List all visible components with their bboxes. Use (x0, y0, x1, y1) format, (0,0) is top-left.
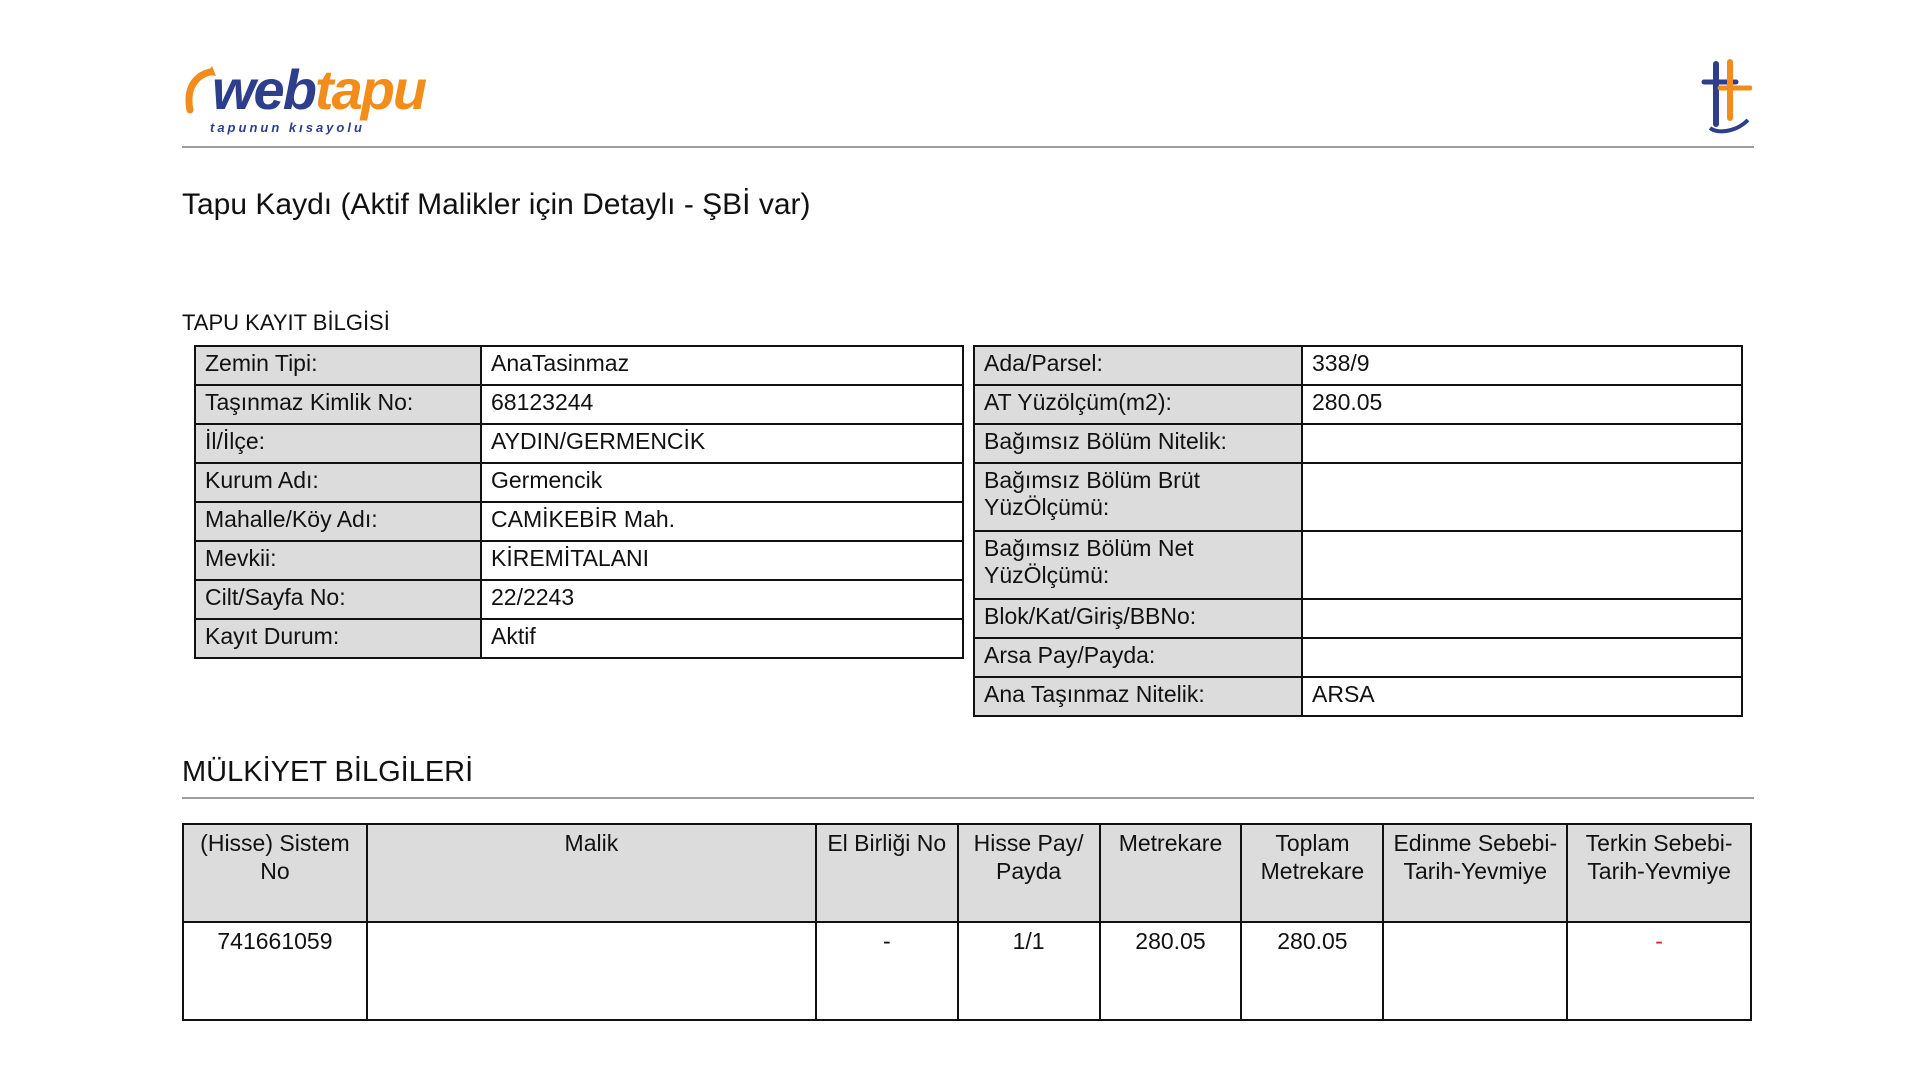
table-row (974, 385, 1742, 424)
table-row (974, 677, 1742, 716)
column-header: Hisse Pay/ Payda (958, 824, 1100, 922)
table-header-row (183, 824, 1751, 922)
field-label: Bağımsız Bölüm Brüt YüzÖlçümü: (974, 463, 1302, 531)
field-label: Cilt/Sayfa No: (195, 580, 481, 619)
table-row (195, 502, 963, 541)
webtapu-logo (182, 60, 442, 140)
table-row (195, 424, 963, 463)
field-label: Blok/Kat/Giriş/BBNo: (974, 599, 1302, 638)
field-label: Zemin Tipi: (195, 346, 481, 385)
field-label: Bağımsız Bölüm Nitelik: (974, 424, 1302, 463)
cell-hisse-pay-payda: 1/1 (958, 922, 1100, 1020)
document-header (182, 52, 1754, 148)
column-header: Edinme Sebebi-Tarih-Yevmiye (1383, 824, 1567, 922)
tkgm-emblem-icon (1696, 58, 1752, 134)
table-row (974, 424, 1742, 463)
field-label: Taşınmaz Kimlik No: (195, 385, 481, 424)
logo-subtitle: tapunun kısayolu (210, 120, 365, 135)
cell-sistem-no: 741661059 (183, 922, 367, 1020)
ownership-table (182, 823, 1752, 1021)
column-header: El Birliği No (816, 824, 958, 922)
field-label: Kurum Adı: (195, 463, 481, 502)
table-row (974, 531, 1742, 599)
field-value: Germencik (481, 463, 963, 502)
column-header: Malik (367, 824, 816, 922)
logo-wordmark (190, 60, 425, 120)
column-header: Toplam Metrekare (1241, 824, 1383, 922)
table-row (974, 463, 1742, 531)
record-info-table-right (973, 345, 1743, 717)
table-row (974, 346, 1742, 385)
table-row (195, 385, 963, 424)
field-label: Mevkii: (195, 541, 481, 580)
cell-el-birligi-no: - (816, 922, 958, 1020)
field-value: 68123244 (481, 385, 963, 424)
field-label: Arsa Pay/Payda: (974, 638, 1302, 677)
field-label: Ana Taşınmaz Nitelik: (974, 677, 1302, 716)
document-title: Tapu Kaydı (Aktif Malikler için Detaylı - ŞBİ var) (182, 188, 811, 221)
field-value: CAMİKEBİR Mah. (481, 502, 963, 541)
ownership-section-title: MÜLKİYET BİLGİLERİ (182, 756, 1754, 799)
field-value: AYDIN/GERMENCİK (481, 424, 963, 463)
field-value: ARSA (1302, 677, 1742, 716)
field-label: İl/İlçe: (195, 424, 481, 463)
field-value: 280.05 (1302, 385, 1742, 424)
field-value: Aktif (481, 619, 963, 658)
record-info-table-left (194, 345, 964, 659)
cell-toplam-metrekare: 280.05 (1241, 922, 1383, 1020)
column-header: (Hisse) Sistem No (183, 824, 367, 922)
logo-web-text: web (212, 58, 315, 121)
field-value (1302, 463, 1742, 531)
table-row (195, 463, 963, 502)
cell-metrekare: 280.05 (1100, 922, 1242, 1020)
field-value: KİREMİTALANI (481, 541, 963, 580)
field-label: AT Yüzölçüm(m2): (974, 385, 1302, 424)
field-value (1302, 531, 1742, 599)
field-value: 22/2243 (481, 580, 963, 619)
table-row (183, 922, 1751, 1020)
field-value: 338/9 (1302, 346, 1742, 385)
table-row (195, 346, 963, 385)
field-value: AnaTasinmaz (481, 346, 963, 385)
field-label: Ada/Parsel: (974, 346, 1302, 385)
record-section-label: TAPU KAYIT BİLGİSİ (182, 310, 390, 335)
column-header: Metrekare (1100, 824, 1242, 922)
column-header: Terkin Sebebi-Tarih-Yevmiye (1567, 824, 1751, 922)
cell-edinme (1383, 922, 1567, 1020)
table-row (195, 541, 963, 580)
field-value (1302, 599, 1742, 638)
table-row (974, 599, 1742, 638)
table-row (195, 580, 963, 619)
field-value (1302, 424, 1742, 463)
field-label: Mahalle/Köy Adı: (195, 502, 481, 541)
table-row (195, 619, 963, 658)
cell-terkin: - (1567, 922, 1751, 1020)
logo-tapu-text: tapu (314, 58, 426, 121)
cell-malik (367, 922, 816, 1020)
field-label: Kayıt Durum: (195, 619, 481, 658)
field-value (1302, 638, 1742, 677)
field-label: Bağımsız Bölüm Net YüzÖlçümü: (974, 531, 1302, 599)
table-row (974, 638, 1742, 677)
